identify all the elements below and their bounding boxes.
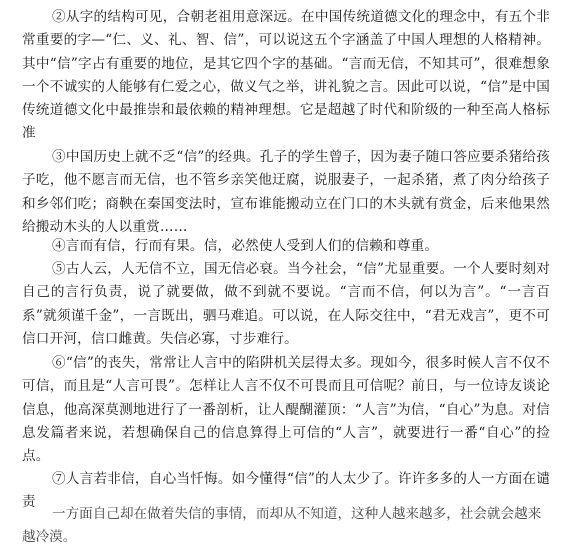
paragraph-2 [22, 6, 550, 146]
paragraph-4 [22, 235, 550, 258]
paragraph-6 [22, 352, 550, 468]
paragraph-text: ③中国历史上就不乏“信”的经典。孔子的学生曾子，因为妻子随口答应要杀猪给孩子吃，他不愿言而无信，也不管乡亲笑他迂腐，说服妻子，一起杀猪，煮了肉分给孩子和乡邻们吃；商鞅在秦国变法时，宣布谁能搬动立在门口的木头就有赏金，后来他果然给搬动木头的人以重赏…… [22, 149, 550, 235]
paragraph-text: ⑦人言若非信，自心当忏悔。如今懂得“信”的人太少了。许许多多的人一方面在谴责 [22, 471, 550, 511]
paragraph-3 [22, 146, 550, 239]
paragraph-text: 一方面自己却在做着失信的事情，而却从不知道，这种人越来越多，社会就会越来越冷漠。 [22, 506, 542, 546]
paragraph-text: ⑥“信”的丧失，常常让人言中的陷阱机关层得太多。现如今，很多时候人言不仅不可信，而且是“人言可畏”。怎样让人言不仅不可畏而且可信呢？前日，与一位诗友谈论信息，他高深莫测地进行了一番剖析，让人醍醐灌顶：“人言”为信，“自心”为息。对信息发篇者来说，若想确保自己的信息算得上可信的“人言”，就要进行一番“自心”的捡点。 [22, 355, 550, 465]
paragraph-cutoff [22, 503, 550, 546]
paragraph-text: ⑤古人云，人无信不立，国无信必衰。当今社会，“信”尤显重要。一个人要时刻对自己的言行负责，说了就要做，做不到就不要说。“言而不信，何以为言”。“一言百系”就须谨千金”，一言既出，驷马难追。可以说，在人际交往中，“君无戏言”，更不可信口开河，信口雌黄。失信必寡，寸步难行。 [22, 261, 550, 347]
paragraph-5 [22, 258, 550, 351]
paragraph-text: ②从字的结构可见，合朝老祖用意深远。在中国传统道德文化的理念中，有五个非常重要的字—“仁、义、礼、智、信”，可以说这五个字涵盖了中国人理想的人格精神。其中“信”字占有重要的地位，是其它四个字的基础。“言而无信，不知其可”，很难想象一个不诚实的人能够有仁爱之心，做义气之举，讲礼貌之言。因此可以说，“信”是中国传统道德文化中最推崇和最依赖的精神理想。它是超越了时代和阶级的一种至高人格标准 [22, 9, 550, 142]
paragraph-text: ④言而有信，行而有果。信，必然使人受到人们的信赖和尊重。 [52, 238, 439, 254]
